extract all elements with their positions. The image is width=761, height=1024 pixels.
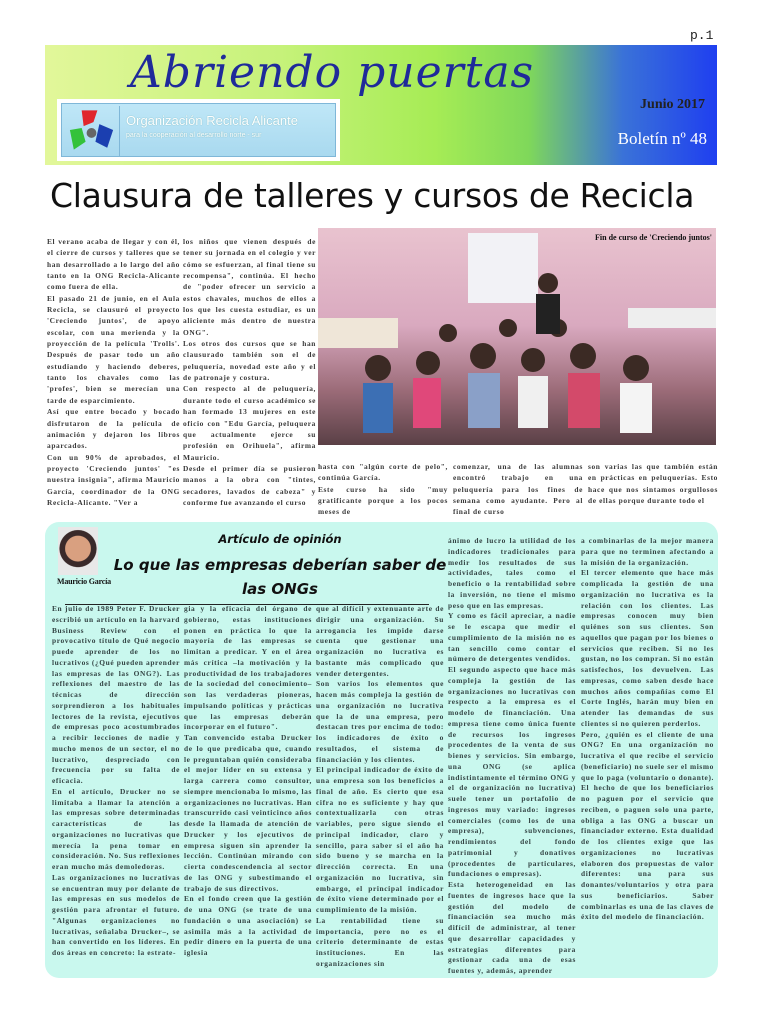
paragraph: El segundo aspecto que hace más compleja la gestión de las organizaciones no lucrativas con respecto a la empresa es el modelo de financiación. Una empresa tiene como única fuente de recursos los ingresos procedentes de la venta de sus bienes y servicios. Sin embargo, una ONG (se aplica indistintamente el término ONG y el de organización no lucrativa) suele tener un portafolio de ingresos muy variado: ingresos comerciales (como los de una empresa), subvenciones, rendimientos del fondo patrimonial y donativos (procedentes de particulares, fundaciones o empresas). bbox=[448, 665, 576, 879]
paragraph: gia y la eficacia del órgano de gobierno, estas instituciones ponen en práctica lo que la mayoría de las empresas se limitan a predicar. Y en el área más crítica –la motivación y la productividad de los trabajadores de la sociedad del conocimiento– son las verdaderas pioneras, impulsando políticas y prácticas que las empresas deberán incorporar en el futuro". bbox=[184, 604, 312, 732]
article-photo bbox=[318, 228, 716, 445]
opinion-kicker: Artículo de opinión bbox=[218, 532, 342, 546]
paragraph: hasta con "algún corte de pelo", continúa García. bbox=[318, 462, 448, 483]
issue-date: Junio 2017 bbox=[640, 97, 705, 112]
paragraph: Los otros dos cursos que se han clausurado también son el de peluquería, novedad este año y el de patronaje y costura. bbox=[183, 339, 316, 383]
paragraph: El verano acaba de llegar y con él, el cierre de cursos y talleres que se han desarrollado a lo largo del año tanto en la ONG Recicla-Alicante como fuera de ella. bbox=[47, 237, 180, 292]
article-column-4 bbox=[453, 461, 583, 518]
group-photo-image bbox=[318, 228, 716, 445]
page-number: p.1 bbox=[690, 28, 714, 43]
paragraph: son varias las que también están en prácticas en peluquerías. Esto hace que nos sintamos orgullosos de ellas porque durante todo el bbox=[588, 462, 718, 506]
paragraph: que al difícil y extenuante arte de dirigir una organización. Su arrogancia les impide darse cuenta que gestionar una organización no lucrativa es bastante más complicado que vender detergentes. bbox=[316, 604, 444, 678]
article-column-1 bbox=[47, 236, 180, 508]
paragraph: comenzar, una de las alumnas encontró trabajo en una peluquería para los fines de semana como ayudante. Pero al final de curso bbox=[453, 462, 583, 517]
paragraph: Con respecto al de peluquería, durante todo el curso académico se han formado 13 mujeres en este oficio con "Edu García, peluquera que actualmente ejerce su profesión en Orihuela", afirma Mauricio. bbox=[183, 384, 316, 462]
paragraph: ánimo de lucro la utilidad de los indicadores tradicionales para medir los resultados de sus actividades, tales como el beneficio o la rentabilidad sobre la inversión, no tiene el mismo peso que en las empresas. bbox=[448, 536, 576, 610]
paragraph: Así que entre bocado y bocado disfrutaron de la película de animación y dejaron los libros aparcados. bbox=[47, 407, 180, 451]
opinion-column-4 bbox=[448, 536, 576, 977]
paragraph: Pero, ¿quién es el cliente de una ONG? En una organización no lucrativa el que recibe el servicio (beneficiario) no suele ser el mismo que lo paga (voluntario o donante). El hecho de que los beneficiarios no paguen por el servicio que reciben, o paguen solo una parte, obliga a las ONG a buscar un financiador externo. Esta dualidad de los clientes exige que las organizaciones no lucrativas elaboren dos propuestas de valor diferentes: una para sus donantes/voluntarios y otra para sus beneficiarios. Saber combinarlas es una de las claves de éxito del modelo de financiación. bbox=[581, 729, 714, 922]
recycle-logo-icon bbox=[64, 106, 120, 156]
paragraph: En el fondo creen que la gestión de una ONG (se trate de una fundación o una asociación) se asimila más a la actividad de pedir dinero en la puerta de una iglesia bbox=[184, 894, 312, 957]
paragraph: El tercer elemento que hace más complicada la gestión de una organización no lucrativa es la relación con los clientes. Las empresas conocen muy bien quiénes son sus clientes. Son aquellos que pagan por los bienes o servicios que reciben. Si no les gustan, no los compran. Si no están satisfechos, los devuelven. Las empresas, como saben desde hace muchos años compañías como El Corte Inglés, harán muy bien en atender las demandas de sus clientes si no quieren perderlos. bbox=[581, 568, 714, 728]
paragraph: a combinarlas de la mejor manera para que no terminen afectando a la misión de la organización. bbox=[581, 536, 714, 567]
opinion-title: Lo que las empresas deberían saber de las ONGs bbox=[113, 556, 447, 598]
paragraph: Con un 90% de aprobados, el proyecto 'Creciendo juntos' "es nuestra insignia", afirma Mauricio García, coordinador de la ONG Recicla-Alicante. "Ver a bbox=[47, 452, 180, 507]
masthead-banner bbox=[45, 45, 717, 165]
paragraph: Este curso ha sido "muy gratificante porque a los pocos meses de bbox=[318, 484, 448, 517]
paragraph: En el artículo, Drucker no se limitaba a llamar la atención a las empresas sobre determinadas características de las organizaciones no lucrativas que merecía la pena tomar en consideración. No. Sus reflexiones eran mucho más demoledoras. bbox=[52, 786, 180, 871]
paragraph: El pasado 21 de junio, en el Aula Recicla, se clausuró el proyecto 'Creciendo juntos', de apoyo escolar, con una merienda y la proyección de la película 'Trolls'. Después de pasar todo un año estudiando y haciendo deberes, tanto los chavales como las 'profes', bien se merecían una tarde de esparcimiento. bbox=[47, 293, 180, 405]
paragraph: los niños que vienen después de tener su jornada en el colegio y ver cómo se esfuerzan, al final tiene su recompensa", continúa. El hecho de "poder ofrecer un servicio a estos chavales, muchos de ellos a los que les cuesta estudiar, es un aliciente más dentro de nuestra ONG". bbox=[183, 237, 316, 337]
opinion-column-5 bbox=[581, 536, 714, 923]
author-name: Mauricio García bbox=[57, 577, 111, 586]
article-column-2 bbox=[183, 236, 316, 508]
article-column-3 bbox=[318, 461, 448, 518]
article-headline: Clausura de talleres y cursos de Recicla bbox=[50, 176, 695, 215]
paragraph: Desde el primer día se pusieron manos a la obra con "tintes, secadores, lavados de cabeza" y conforme fue avanzando el curso bbox=[183, 463, 316, 507]
newsletter-title: Abriendo puertas bbox=[130, 47, 535, 98]
paragraph: El principal indicador de éxito de una empresa son los beneficios a final de año. Es cierto que esa cifra no es suficiente y hay que contextualizarla con otras variables, pero sigue siendo el principal indicador, claro y sencillo, para saber si el año ha sido bueno y se marcha en la dirección correcta. En una organización no lucrativa, sin embargo, el principal indicador de éxito viene determinado por el cumplimiento de la misión. bbox=[316, 765, 444, 914]
logo-org-name: Organización Recicla Alicante bbox=[126, 113, 298, 128]
paragraph: La rentabilidad tiene su importancia, pero no es el criterio determinante de estas instituciones. En las organizaciones sin bbox=[316, 915, 444, 968]
issue-number: Boletín nº 48 bbox=[617, 129, 707, 148]
photo-caption: Fin de curso de 'Creciendo juntos' bbox=[595, 233, 712, 242]
logo-tagline: para la cooperación al desarrollo norte - sur bbox=[126, 132, 262, 139]
paragraph: Y como es fácil apreciar, a nadie se le escapa que medir el cumplimiento de la misión no es tan sencillo como contar el número de detergentes vendidos. bbox=[448, 611, 576, 664]
article-column-5 bbox=[588, 461, 718, 506]
paragraph: Las organizaciones no lucrativas se encuentran muy por delante de las empresas en sus modelos de gestión para afrontar el futuro. "Algunas organizaciones no lucrativas, señalaba Drucker–, se han convertido en los líderes. En dos áreas en concreto: la estrate- bbox=[52, 872, 180, 957]
opinion-column-3 bbox=[316, 604, 444, 970]
organization-logo bbox=[57, 99, 340, 161]
paragraph: En julio de 1989 Peter F. Drucker escribió un artículo en la harvard Business Review con el provocativo título de Qué negocio puede aprender de los no lucrativos (¿Qué pueden aprender las empresas de las ONG?). Las reflexiones del maestro de las técnicas de dirección sorprendieron a los habituales lectores de la revista, ejecutivos de empresas poco acostumbrados a recibir lecciones de nadie y mucho menos de un sector, el no lucrativo, despreciado con frecuencia por su falta de eficacia. bbox=[52, 604, 180, 785]
paragraph: Tan convencido estaba Drucker de lo que predicaba que, cuando le preguntaban quién consideraba el mejor líder en su extensa y larga carrera como consultor, siempre mencionaba lo mismo, las organizaciones no lucrativas. Han transcurrido casi veinticinco años desde la llamada de atención de Drucker y los ejecutivos de empresa siguen sin aprender la lección. Continúan mirando con cierta condescendencia al sector de las ONG y subestimando el trabajo de sus directivos. bbox=[184, 733, 312, 893]
opinion-column-1 bbox=[52, 604, 180, 959]
author-photo bbox=[58, 527, 98, 575]
paragraph: Son varios los elementos que hacen más compleja la gestión de una organización no lucrativa que la de una empresa, pero destacan tres por encima de todo: los indicadores de éxito o resultados, el sistema de financiación y los clientes. bbox=[316, 679, 444, 764]
opinion-column-2 bbox=[184, 604, 312, 959]
paragraph: Esta heterogeneidad en las fuentes de ingresos hace que la gestión del modelo de financiación sea mucho más difícil de administrar, al tener que desarrollar capacidades y estrategias diferentes para gestionar cada una de esas fuentes y, además, aprender bbox=[448, 880, 576, 975]
